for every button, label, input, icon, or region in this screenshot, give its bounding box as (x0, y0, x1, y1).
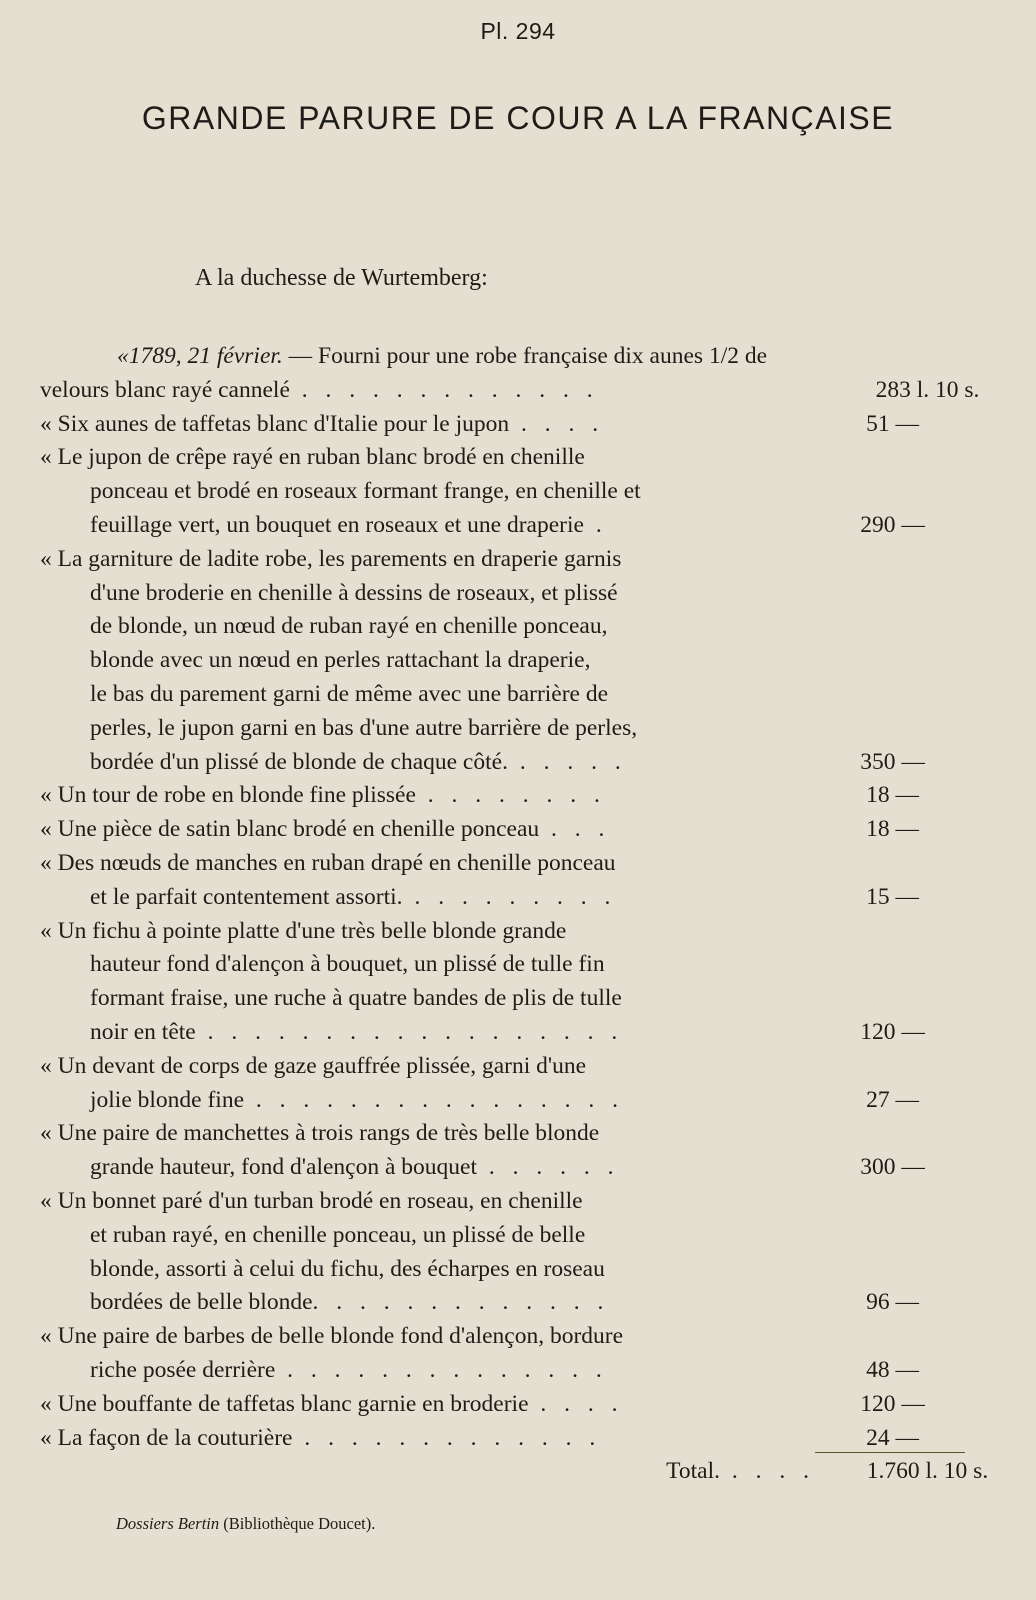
entry-text (90, 1354, 608, 1388)
leader-dots: . . . . . . . . . . . . . (289, 376, 599, 403)
entry-description: « Un fichu à pointe platte d'une très belle blonde grande (40, 917, 567, 944)
entry-text (90, 982, 622, 1016)
entry-text (90, 1151, 619, 1185)
page-title: GRANDE PARURE DE COUR A LA FRANÇAISE (141, 100, 895, 136)
source-footer (116, 1514, 375, 1534)
entry-line (40, 1219, 990, 1253)
entry-text (40, 441, 585, 475)
entry-amount: 18 — (866, 816, 919, 843)
entry-amount: 48 — (866, 1356, 919, 1383)
entry-text (40, 1117, 599, 1151)
leader-dots: . . . . . . . . . . . . . (292, 1424, 602, 1451)
entry-text (90, 509, 608, 543)
entry-description: « Des nœuds de manches en ruban drapé en chenille ponceau (40, 849, 616, 876)
entry-description: de blonde, un nœud de ruban rayé en chenille ponceau, (90, 613, 608, 640)
source-library: (Bibliothèque Doucet). (219, 1514, 376, 1533)
entry-text (40, 1388, 624, 1422)
entry-description: « Un bonnet paré d'un turban brodé en roseau, en chenille (40, 1187, 583, 1214)
entry-text (90, 678, 608, 712)
leader-dots: . (583, 511, 608, 538)
entry-line (40, 881, 990, 915)
entry-line (40, 1151, 990, 1185)
entry-text (90, 881, 616, 915)
entry-description: jolie blonde fine (90, 1086, 245, 1113)
plate-number: Pl. 294 (480, 18, 556, 44)
entry-line (40, 1286, 990, 1320)
entry-description: « Un devant de corps de gaze gauffrée plissée, garni d'une (40, 1052, 587, 1079)
entry-description: « La garniture de ladite robe, les parements en draperie garnis (40, 545, 622, 572)
entry-description: « Un tour de robe en blonde fine plissée (40, 782, 416, 809)
entry-amount: 120 — (860, 1018, 925, 1045)
leader-dots: . . . . (528, 1390, 624, 1417)
entry-description: bordée d'un plissé de blonde de chaque côté. (90, 748, 508, 775)
entry-line (40, 1050, 990, 1084)
leader-dots: . . . . . . . . . . . . . . . . . . (195, 1018, 624, 1045)
entry-description: « Le jupon de crêpe rayé en ruban blanc brodé en chenille (40, 444, 585, 471)
entry-text (40, 779, 606, 813)
entry-text (90, 746, 627, 780)
entry-line (40, 779, 990, 813)
entry-description: blonde, assorti à celui du fichu, des écharpes en roseau (90, 1255, 605, 1282)
entry-amount: 51 — (866, 410, 919, 437)
entry-description: noir en tête (90, 1018, 196, 1045)
entry-text (90, 1084, 624, 1118)
entry-text (90, 712, 637, 746)
total-line (40, 1455, 990, 1489)
entry-line (40, 678, 990, 712)
total-amount: 1.760 l. 10 s. (866, 1458, 989, 1485)
entry-amount: 24 — (866, 1424, 919, 1451)
entry-description: perles, le jupon garni en bas d'une autre barrière de perles, (90, 714, 638, 741)
intro-date: «1789, 21 février. (117, 343, 283, 369)
leader-dots: . . . . . . . . . . . . . (312, 1289, 610, 1316)
entry-text (40, 915, 566, 949)
entry-description: « Une pièce de satin blanc brodé en chenille ponceau (40, 816, 540, 843)
entry-description: grande hauteur, fond d'alençon à bouquet (90, 1154, 477, 1181)
sum-rule (815, 1452, 965, 1453)
leader-dots: . . . . . . . . (415, 782, 606, 809)
entry-description: blonde avec un nœud en perles rattachant la draperie, (90, 647, 591, 674)
entry-line (40, 1388, 990, 1422)
entry-text (40, 1050, 586, 1084)
entry-line (40, 441, 990, 475)
entry-amount: 120 — (860, 1390, 925, 1417)
total-label: Total. (666, 1458, 720, 1485)
leader-dots: . . . . . . (476, 1154, 620, 1181)
entry-description: « Une paire de manchettes à trois rangs de très belle blonde (40, 1120, 600, 1147)
leader-dots: . . . . . (507, 748, 627, 775)
entry-amount: 283 l. 10 s. (875, 376, 980, 403)
entry-text (40, 1185, 583, 1219)
source-title: Dossiers Bertin (116, 1514, 220, 1533)
entry-description: « Une paire de barbes de belle blonde fond d'alençon, bordure (40, 1323, 624, 1350)
entry-text (40, 1320, 623, 1354)
leader-dots: . . . . . . . . . . . . . . (275, 1356, 608, 1383)
entry-line (40, 847, 990, 881)
entry-text (40, 374, 599, 408)
leader-dots: . . . . (720, 1458, 815, 1485)
entry-text (40, 543, 621, 577)
entry-line (40, 1354, 990, 1388)
entry-description: feuillage vert, un bouquet en roseaux et une draperie (90, 511, 584, 538)
entry-line (40, 1185, 990, 1219)
leader-dots: . . . . (509, 410, 605, 437)
entry-line (40, 712, 990, 746)
invoice-entries (40, 340, 990, 1489)
recipient: A la duchesse de Wurtemberg: (195, 265, 488, 291)
entry-line (40, 813, 990, 847)
entry-description: formant fraise, une ruche à quatre bandes de plis de tulle (90, 985, 622, 1012)
entry-description: ponceau et brodé en roseaux formant frange, en chenille et (90, 478, 641, 505)
entry-text (90, 644, 590, 678)
entry-text (90, 948, 605, 982)
entry-description: et ruban rayé, en chenille ponceau, un plissé de belle (90, 1221, 586, 1248)
entry-description: hauteur fond d'alençon à bouquet, un plissé de tulle fin (90, 951, 605, 978)
entry-description: d'une broderie en chenille à dessins de roseaux, et plissé (90, 579, 618, 606)
entry-text (90, 610, 607, 644)
entry-text (90, 1286, 609, 1320)
entry-amount: 27 — (866, 1086, 919, 1113)
entry-description: bordées de belle blonde (90, 1289, 313, 1316)
entry-text (40, 813, 610, 847)
entry-line (40, 915, 990, 949)
intro-line (40, 340, 990, 374)
total-text (666, 1455, 815, 1489)
entry-amount: 96 — (866, 1289, 919, 1316)
entry-line (40, 982, 990, 1016)
entry-line (40, 1320, 990, 1354)
entry-line (40, 1117, 990, 1151)
entry-line (40, 1422, 990, 1456)
entry-text (40, 1422, 601, 1456)
entry-amount: 18 — (866, 782, 919, 809)
entry-line (40, 644, 990, 678)
entry-description: le bas du parement garni de même avec une barrière de (90, 680, 609, 707)
entry-description: « Une bouffante de taffetas blanc garnie en broderie (40, 1390, 529, 1417)
entry-amount: 350 — (860, 748, 925, 775)
entry-amount: 15 — (866, 883, 919, 910)
entry-text (90, 475, 641, 509)
leader-dots: . . . . . . . . . (402, 883, 617, 910)
intro-body: — Fourni pour une robe française dix aunes 1/2 de (282, 343, 768, 369)
entry-amount: 300 — (860, 1154, 925, 1181)
entry-line (40, 948, 990, 982)
entry-line (40, 408, 990, 442)
entry-line (40, 1253, 990, 1287)
entry-text (90, 577, 618, 611)
entry-line (40, 509, 990, 543)
entry-line (40, 746, 990, 780)
entry-line (40, 1084, 990, 1118)
entry-description: velours blanc rayé cannelé (40, 376, 290, 403)
entry-text (40, 408, 604, 442)
intro-text (117, 340, 767, 374)
leader-dots: . . . . . . . . . . . . . . . . (244, 1086, 625, 1113)
entry-line (40, 577, 990, 611)
entry-description: « Six aunes de taffetas blanc d'Italie pour le jupon (40, 410, 510, 437)
entry-line (40, 610, 990, 644)
entry-description: riche posée derrière (90, 1356, 276, 1383)
entry-line (40, 475, 990, 509)
entry-text (90, 1016, 623, 1050)
entry-text (40, 847, 616, 881)
entry-description: « La façon de la couturière (40, 1424, 293, 1451)
leader-dots: . . . (539, 816, 611, 843)
entry-description: et le parfait contentement assorti. (90, 883, 403, 910)
entry-text (90, 1219, 585, 1253)
entry-line (40, 543, 990, 577)
entry-line (40, 1016, 990, 1050)
entry-line (40, 374, 990, 408)
entry-text (90, 1253, 605, 1287)
entry-amount: 290 — (860, 511, 925, 538)
